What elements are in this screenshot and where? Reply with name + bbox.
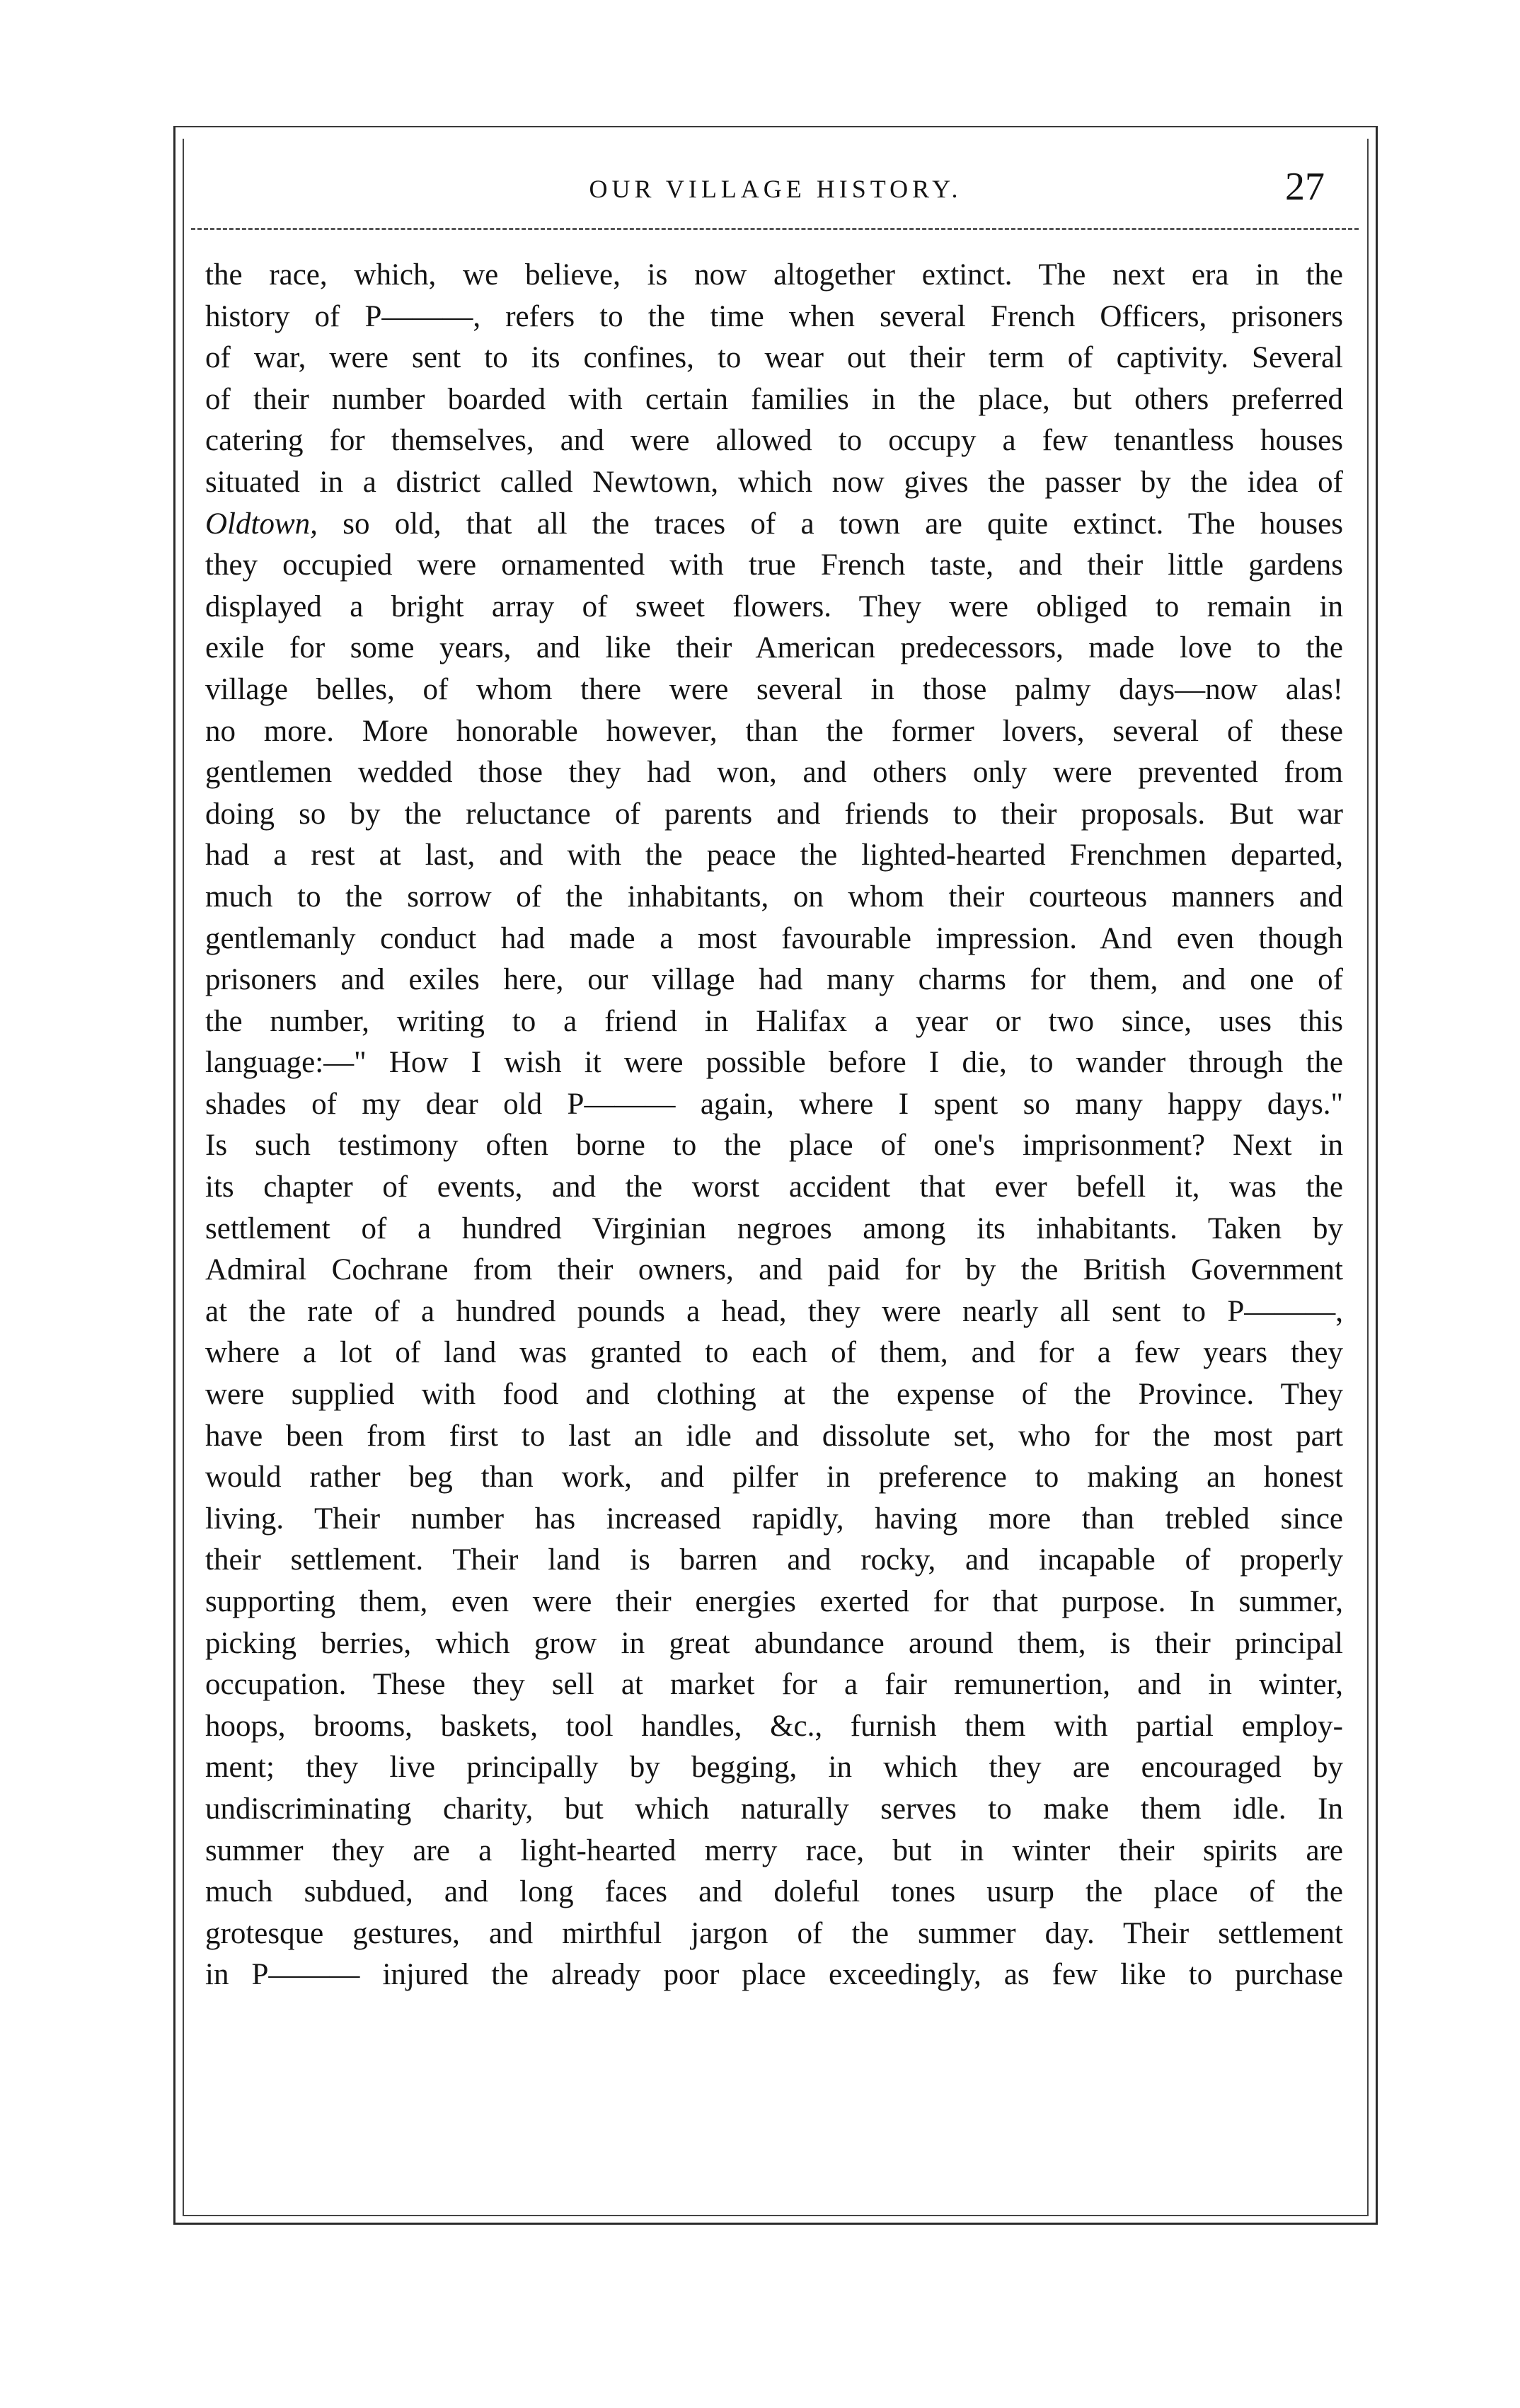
text-line: doing so by the reluctance of parents and friends to their proposals. But war: [205, 797, 1343, 831]
page-number: 27: [1285, 165, 1325, 209]
text-line: much subdued, and long faces and doleful tones usurp the place of the: [205, 1875, 1343, 1909]
text-line: where a lot of land was granted to each of them, and for a few years they: [205, 1336, 1343, 1370]
text-line: undiscriminating charity, but which naturally serves to make them idle. In: [205, 1792, 1343, 1826]
text-line: picking berries, which grow in great abundance around them, is their principal: [205, 1626, 1343, 1660]
text-line: occupation. These they sell at market for a fair remunertion, and in winter,: [205, 1668, 1343, 1702]
text-line: their settlement. Their land is barren and rocky, and incapable of properly: [205, 1543, 1343, 1577]
text-line: have been from first to last an idle and dissolute set, who for the most part: [205, 1419, 1343, 1453]
text-line: settlement of a hundred Virginian negroes among its inhabitants. Taken by: [205, 1211, 1343, 1245]
text-line: Is such testimony often borne to the place of one's imprisonment? Next in: [205, 1129, 1343, 1163]
header-divider: [191, 228, 1359, 230]
text-line: Admiral Cochrane from their owners, and paid for by the British Government: [205, 1253, 1343, 1287]
text-line: would rather beg than work, and pilfer in preference to making an honest: [205, 1461, 1343, 1494]
text-line: of their number boarded with certain families in the place, but others preferred: [205, 382, 1343, 416]
italic-word: Oldtown,: [205, 507, 318, 541]
text-line: they occupied were ornamented with true French taste, and their little gardens: [205, 548, 1343, 582]
text-line: ment; they live principally by begging, in which they are encouraged by: [205, 1751, 1343, 1785]
text-line: grotesque gestures, and mirthful jargon of the summer day. Their settlement: [205, 1916, 1343, 1950]
text-line: exile for some years, and like their American predecessors, made love to the: [205, 631, 1343, 665]
text-line: were supplied with food and clothing at the expense of the Province. They: [205, 1378, 1343, 1412]
text-line: history of P———, refers to the time when several French Officers, prisoners: [205, 299, 1343, 333]
text-line: Oldtown, so old, that all the traces of a town are quite extinct. The houses: [205, 507, 1343, 541]
text-line: situated in a district called Newtown, which now gives the passer by the idea of: [205, 465, 1343, 499]
text-line: the race, which, we believe, is now altogether extinct. The next era in the: [205, 258, 1343, 292]
text-line: displayed a bright array of sweet flowers. They were obliged to remain in: [205, 589, 1343, 623]
text-line: supporting them, even were their energies exerted for that purpose. In summer,: [205, 1585, 1343, 1618]
text-line: in P——— injured the already poor place exceedingly, as few like to purchase: [205, 1958, 1343, 1992]
text-line: catering for themselves, and were allowed to occupy a few tenantless houses: [205, 424, 1343, 458]
text-line: of war, were sent to its confines, to wear out their term of captivity. Several: [205, 341, 1343, 375]
running-head-title: OUR VILLAGE HISTORY.: [589, 175, 962, 203]
text-line: the number, writing to a friend in Halifax a year or two since, uses this: [205, 1004, 1343, 1038]
body-text: [205, 255, 1343, 1996]
text-line: no more. More honorable however, than the former lovers, several of these: [205, 714, 1343, 748]
text-line: language:—" How I wish it were possible before I die, to wander through the: [205, 1046, 1343, 1080]
text-line: much to the sorrow of the inhabitants, on whom their courteous manners and: [205, 880, 1343, 914]
text-line: village belles, of whom there were several in those palmy days—now alas!: [205, 672, 1343, 706]
text-line: gentlemen wedded those they had won, and others only were prevented from: [205, 756, 1343, 790]
text-line: summer they are a light-hearted merry race, but in winter their spirits are: [205, 1833, 1343, 1867]
text-line: at the rate of a hundred pounds a head, they were nearly all sent to P———,: [205, 1294, 1343, 1328]
text-line: prisoners and exiles here, our village had many charms for them, and one of: [205, 963, 1343, 997]
text-line: living. Their number has increased rapidly, having more than trebled since: [205, 1502, 1343, 1536]
text-line: hoops, brooms, baskets, tool handles, &c., furnish them with partial employ-: [205, 1709, 1343, 1743]
text-line: had a rest at last, and with the peace the lighted-hearted Frenchmen departed,: [205, 839, 1343, 872]
text-line: its chapter of events, and the worst accident that ever befell it, was the: [205, 1170, 1343, 1204]
text-line: gentlemanly conduct had made a most favourable impression. And even though: [205, 921, 1343, 955]
text-line: shades of my dear old P——— again, where I spent so many happy days.": [205, 1087, 1343, 1121]
